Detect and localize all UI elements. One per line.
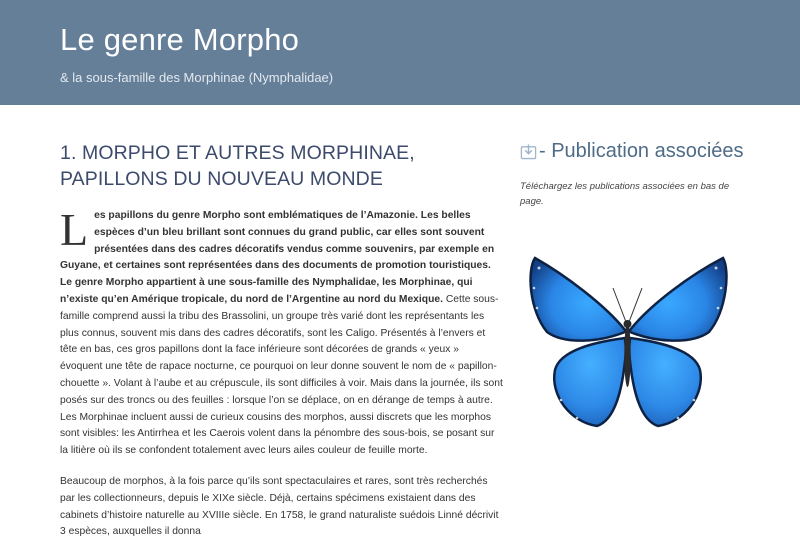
site-subtitle: & la sous-famille des Morphinae (Nymphalidae)	[60, 70, 334, 85]
butterfly-head	[624, 320, 632, 328]
site-header	[0, 0, 800, 105]
paragraph-second: Beaucoup de morphos, à la fois parce qu’ils sont spectaculaires et rares, sont très recherchés par les collectionneurs, depuis le XIXe siècle. Déjà, certains spécimens existaient dans des cabinets d’histoire naturelle au XVIIIe siècle. En 1758, le grand naturaliste suédois Linné décrivit 3 espèces, auxquelles il donna	[60, 475, 499, 538]
lead-text: es papillons du genre Morpho sont emblématiques de l’Amazonie. Les belles espèces d’un bleu brillant sont connues du grand public, car elles sont souvent présentées dans des cadres décoratifs vendus comme souvenirs, par exemple en Guyane, et certaines sont représentées dans des documents de promotion touristiques. Le genre Morpho appartient à une sous-famille des Nymphalidae, les Morphinae, qui n’existe qu’en Amérique tropicale, du nord de l’Argentine au nord du Mexique.	[60, 210, 495, 305]
wing-lower-right	[629, 338, 701, 426]
morpho-butterfly-image	[525, 250, 730, 435]
article-title: 1. MORPHO ET AUTRES MORPHINAE, PAPILLONS DU NOUVEAU MONDE	[60, 142, 415, 190]
wing-upper-left	[531, 258, 625, 341]
publication-heading-label: - Publication associées	[539, 140, 744, 162]
article-content	[60, 140, 503, 551]
butterfly-body	[624, 323, 630, 387]
site-title[interactable]: Le genre Morpho	[60, 22, 300, 57]
intro-rest-text: Cette sous-famille comprend aussi la tribu des Brassolini, un groupe très varié dont les représentants les plus connus, souvent mis dans des cadres décoratifs, sont les Caligo. Présentés à l’envers et tête en bas, ces gros papillons dont la face inférieure sont décorées de grands « yeux » évoquent une tête de rapace nocturne, ce pourquoi on leur donne souvent le nom de « papillon-chouette ». Volant à l’aube et au crépuscule, ils sont difficiles à voir. Mais dans la journée, ils sont posés sur des troncs ou des feuilles : lorsque l’on se déplace, on en dérange de temps à autre. Les Morphinae incluent aussi de curieux cousins des morphos, aussi discrets que les morphos sont visibles: les Antirrhea et les Caerois volent dans la pénombre des sous-bois, se posant sur la litière où ils se confondent totalement avec leurs ailes couleur de feuille morte.	[60, 293, 503, 457]
download-icon	[520, 143, 537, 160]
publication-note: Téléchargez les publications associées en bas de page.	[520, 181, 730, 207]
publication-heading[interactable]	[520, 140, 745, 163]
wing-lower-left	[554, 338, 626, 426]
drop-cap: L	[60, 204, 89, 255]
sidebar	[520, 140, 745, 219]
article-body	[60, 204, 503, 541]
paragraph-intro	[60, 204, 503, 460]
wing-upper-right	[630, 258, 726, 341]
